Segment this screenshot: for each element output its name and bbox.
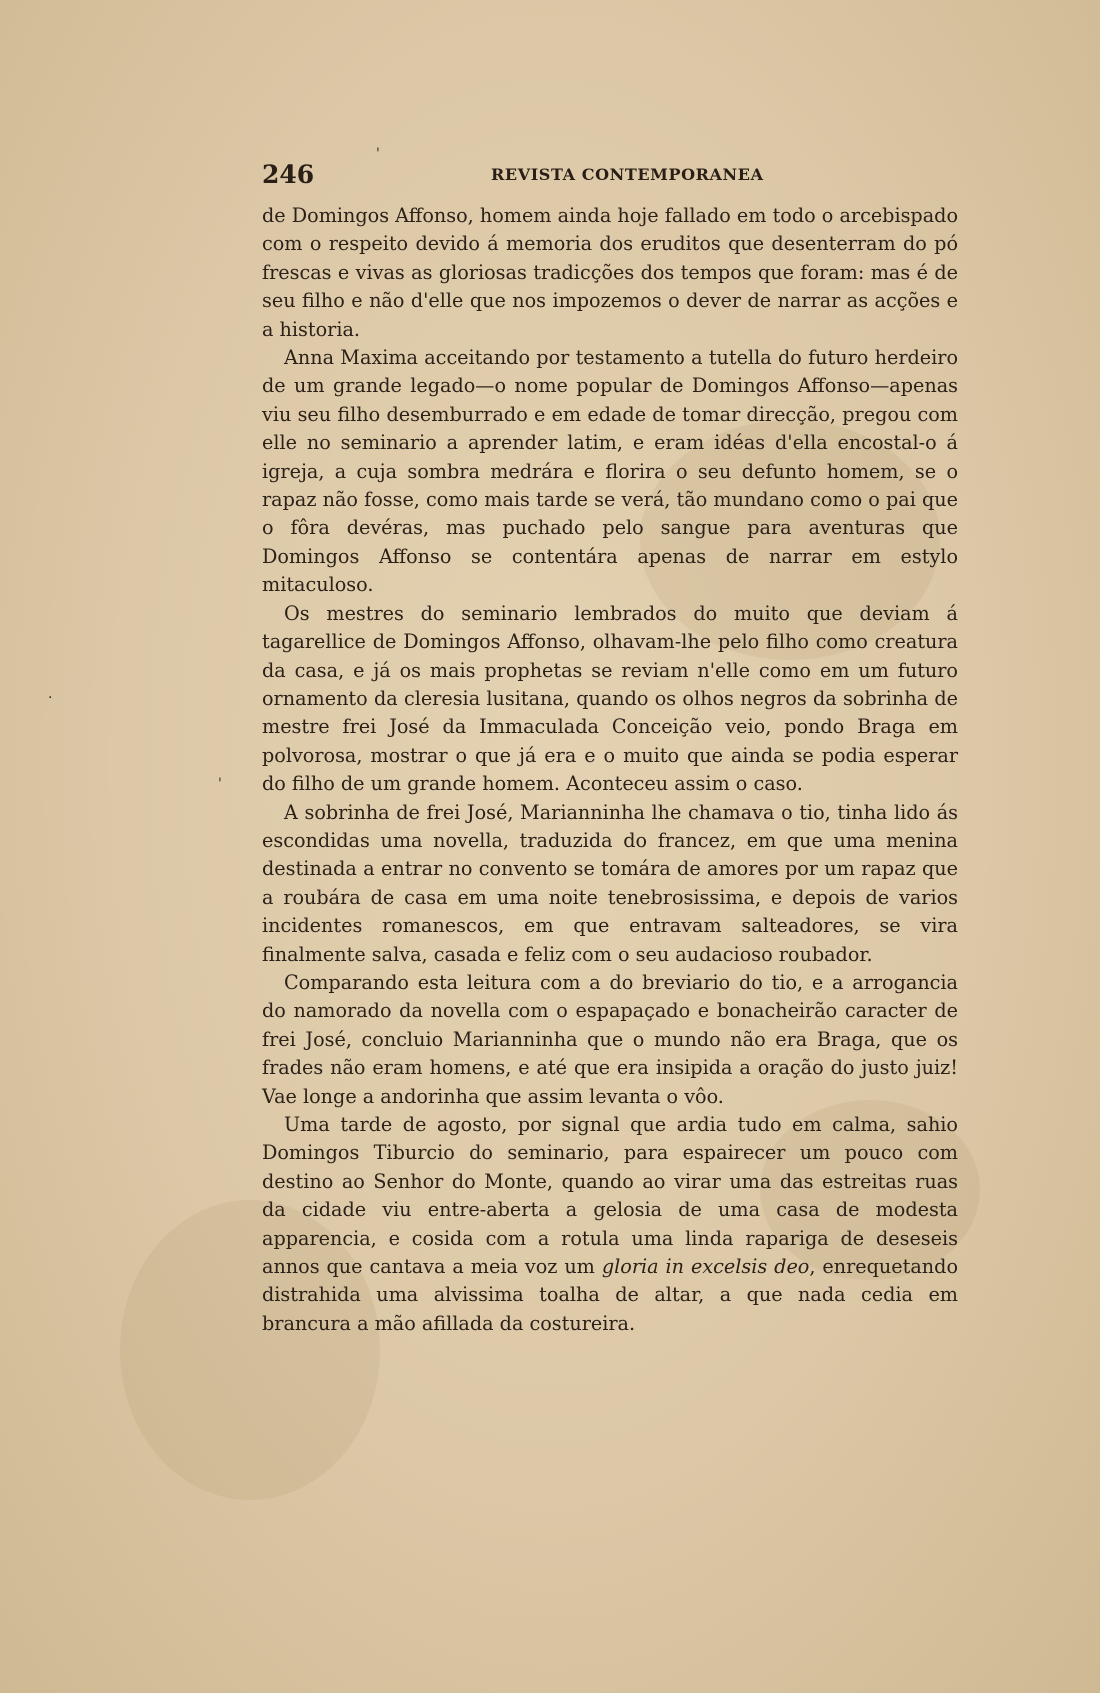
paragraph-text: Uma tarde de agosto, por signal que ardia tudo em calma, sahio Domingos Tiburcio do seminario, para espairecer um pouco com destino ao Senhor do Monte, quando ao virar uma das estreitas ruas da cidade viu entre-aberta a gelosia de uma casa de modesta apparencia, e cosida com a rotula uma linda rapariga de deseseis annos que cantava a meia voz um bbox=[262, 1113, 958, 1279]
paragraph: Anna Maxima acceitando por testamento a tutella do futuro herdeiro de um grande legado—o nome popular de Domingos Affonso—apenas viu seu filho desemburrado e em edade de tomar direcção, pregou com elle no seminario a aprender latim, e eram idéas d'ella encostal-o á igreja, a cuja sombra medrára e florira o seu defunto homem, se o rapaz não fosse, como mais tarde se verá, tão mundano como o pai que o fôra devéras, mas puchado pelo sangue para aventuras que Domingos Affonso se contentára apenas de narrar em estylo mitaculoso. bbox=[262, 346, 958, 597]
paragraph: A sobrinha de frei José, Marianninha lhe chamava o tio, tinha lido ás escondidas uma novella, traduzida do francez, em que uma menina destinada a entrar no convento se tomára de amores por um rapaz que a roubára de casa em uma noite tenebrosissima, e depois de varios incidentes romanescos, em que entravam salteadores, se vira finalmente salva, casada e feliz com o seu audacioso roubador. bbox=[262, 800, 958, 966]
ink-speck: ' bbox=[218, 776, 222, 792]
paragraph-text: , enrequetando distrahida uma alvissima toalha de altar, a que nada cedia em brancura a mão afillada da costureira. bbox=[262, 1255, 958, 1335]
paragraph bbox=[262, 1111, 958, 1338]
paragraph: de Domingos Affonso, homem ainda hoje fallado em todo o arcebispado com o respeito devido á memoria dos eruditos que desenterram do pó frescas e vivas as gloriosas tradicções dos tempos que foram: mas é de seu filho e não d'elle que nos impozemos o dever de narrar as acções e a historia. bbox=[262, 204, 958, 341]
paragraph: Os mestres do seminario lembrados do muito que deviam á tagarellice de Domingos Affonso, olhavam-lhe pelo filho como creatura da casa, e já os mais prophetas se reviam n'elle como em um futuro ornamento da cleresia lusitana, quando os olhos negros da sobrinha de mestre frei José da Immaculada Conceição veio, pondo Braga em polvorosa, mostrar o que já era e o muito que ainda se podia esperar do filho de um grande homem. Aconteceu assim o caso. bbox=[262, 601, 958, 796]
body-text bbox=[262, 202, 958, 1338]
page-number: 246 bbox=[262, 160, 315, 189]
paragraph: Comparando esta leitura com a do breviario do tio, e a arrogancia do namorado da novella com o espapaçado e bonacheirão caracter de frei José, concluio Marianninha que o mundo não era Braga, que os frades não eram homens, e até que era insipida a oração do justo juiz! Vae longe a andorinha que assim levanta o vôo. bbox=[262, 970, 958, 1108]
ink-speck: ' bbox=[376, 146, 380, 162]
ink-speck: · bbox=[48, 690, 53, 706]
journal-title: REVISTA CONTEMPORANEA bbox=[491, 165, 764, 184]
running-head bbox=[262, 160, 962, 190]
latin-phrase: gloria in excelsis deo bbox=[601, 1255, 810, 1279]
